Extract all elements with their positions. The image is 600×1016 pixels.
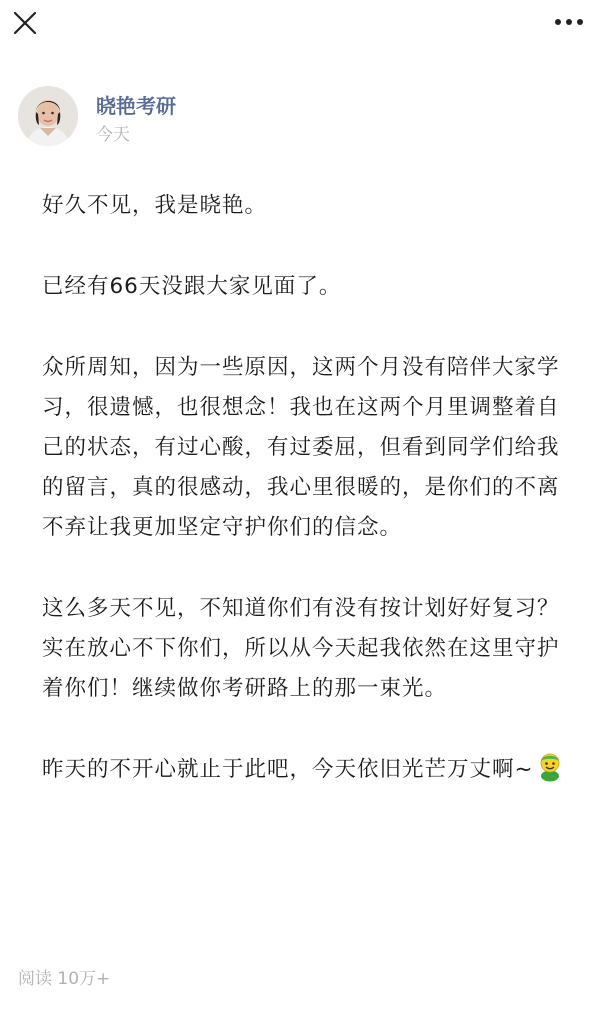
paragraph-4: 这么多天不见，不知道你们有没有按计划好好复习？实在放心不下你们，所以从今天起我依然在这里守护着你们！继续做你考研路上的那一束光。 xyxy=(42,596,560,701)
more-horizontal-icon[interactable] xyxy=(552,10,586,34)
author-name[interactable]: 晓艳考研 xyxy=(96,94,176,118)
paragraph-2: 已经有66天没跟大家见面了。 xyxy=(42,274,342,299)
close-icon[interactable] xyxy=(10,8,40,38)
top-bar xyxy=(0,0,600,48)
post-time: 今天 xyxy=(96,125,130,145)
read-count: 阅读 10万+ xyxy=(18,969,111,989)
paragraph-5-text: 昨天的不开心就止于此吧，今天依旧光芒万丈啊~ xyxy=(42,757,534,782)
paragraph-5 xyxy=(42,750,564,790)
author-block xyxy=(18,86,418,150)
paragraph-3: 众所周知，因为一些原因，这两个月没有陪伴大家学习，很遗憾，也很想念！我也在这两个月里调整着自己的状态，有过心酸，有过委屈，但看到同学们给我的留言，真的很感动，我心里很暖的，是你们的不离不弃让我更加坚定守护你们的信念。 xyxy=(42,355,560,540)
article-body xyxy=(42,186,564,790)
paragraph-1: 好久不见，我是晓艳。 xyxy=(42,193,268,218)
green-smiley-emoji-icon xyxy=(536,752,564,782)
avatar[interactable] xyxy=(18,86,78,146)
